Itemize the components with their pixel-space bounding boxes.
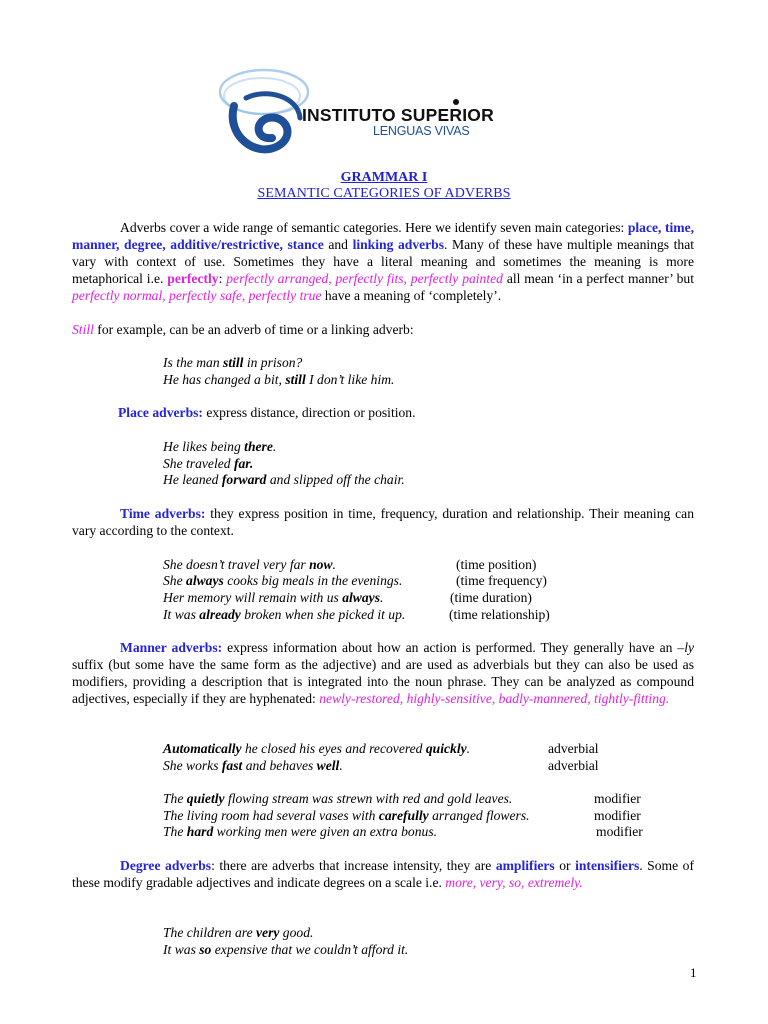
example-manner-adverbial-2-tag: adverbial xyxy=(548,758,599,773)
example-time-1: She doesn’t travel very far now. xyxy=(163,557,336,572)
example-time-4-tag: (time relationship) xyxy=(449,607,550,622)
example-degree-2: It was so expensive that we couldn’t afford it. xyxy=(163,942,409,957)
example-place-2: She traveled far. xyxy=(163,456,254,471)
example-degree-1: The children are very good. xyxy=(163,925,314,940)
example-time-3-tag: (time duration) xyxy=(450,590,532,605)
example-manner-adverbial-1: Automatically he closed his eyes and recovered quickly. xyxy=(163,741,471,756)
manner-adverbs-heading: Manner adverbs: xyxy=(120,640,223,655)
manner-adverbs-definition: Manner adverbs: express information about how an action is performed. They generally have an –ly suffix (but some have the same form as the adjective) and are used as adverbials but they can also be used as modifiers, providing a description that is integrated into the noun phrase. They can be analyzed as compound adjectives, especially if they are hyphenated: newly-restored, highly-sensitive, badly-mannered, tightly-fitting. xyxy=(72,640,694,706)
example-time-3: Her memory will remain with us always. xyxy=(163,590,384,605)
example-manner-adverbial-1-tag: adverbial xyxy=(548,741,599,756)
logo-subtitle: LENGUAS VIVAS xyxy=(373,124,470,138)
intro-paragraph: Adverbs cover a wide range of semantic categories. Here we identify seven main categories: place, time, manner, degree, additive/restrictive, stance and linking adverbs. Many of these have multiple meanings that vary with context of use. Sometimes they have a literal meaning and sometimes the meaning is more metaphorical i.e. perfectly: perfectly arranged, perfectly fits, perfectly painted all mean ‘in a perfect manner’ but perfectly normal, perfectly safe, perfectly true have a meaning of ‘completely’. xyxy=(72,220,695,303)
example-time-1-tag: (time position) xyxy=(456,557,537,572)
example-time-2: She always cooks big meals in the evenings. xyxy=(163,573,403,588)
example-manner-modifier-3-tag: modifier xyxy=(596,824,643,839)
example-still-2: He has changed a bit, still I don’t like him. xyxy=(163,372,395,387)
example-time-2-tag: (time frequency) xyxy=(456,573,547,588)
example-still-1: Is the man still in prison? xyxy=(163,355,303,370)
degree-adverbs-heading: Degree adverbs xyxy=(120,858,212,873)
example-manner-modifier-2: The living room had several vases with carefully arranged flowers. xyxy=(163,808,530,823)
example-time-4: It was already broken when she picked it up. xyxy=(163,607,406,622)
degree-adverbs-definition: Degree adverbs: there are adverbs that increase intensity, they are amplifiers or intensifiers. Some of these modify gradable adjectives and indicate degrees on a scale i.e. more, very, so, extremely. xyxy=(72,858,694,890)
example-manner-modifier-1-tag: modifier xyxy=(594,791,641,806)
example-manner-adverbial-2: She works fast and behaves well. xyxy=(163,758,343,773)
time-adverbs-definition: Time adverbs: they express position in time, frequency, duration and relationship. Their meaning can vary according to the context. xyxy=(72,506,695,538)
example-place-1: He likes being there. xyxy=(163,439,277,454)
example-manner-modifier-1: The quietly flowing stream was strewn with red and gold leaves. xyxy=(163,791,513,806)
example-manner-modifier-2-tag: modifier xyxy=(594,808,641,823)
time-adverbs-heading: Time adverbs: xyxy=(120,506,206,521)
example-manner-modifier-3: The hard working men were given an extra bonus. xyxy=(163,824,438,839)
example-place-3: He leaned forward and slipped off the chair. xyxy=(163,472,405,487)
page-number: 1 xyxy=(690,965,697,980)
place-adverbs-heading: Place adverbs: xyxy=(118,405,203,420)
place-adverbs-definition: Place adverbs: express distance, direction or position. xyxy=(118,405,416,420)
page-title: GRAMMAR I xyxy=(340,170,428,185)
still-note: Still for example, can be an adverb of time or a linking adverb: xyxy=(72,322,414,337)
keyword-perfectly: perfectly xyxy=(167,271,219,286)
page-subtitle: SEMANTIC CATEGORIES OF ADVERBS xyxy=(257,186,511,201)
logo-title: INSTITUTO SUPERIOR xyxy=(302,105,494,125)
